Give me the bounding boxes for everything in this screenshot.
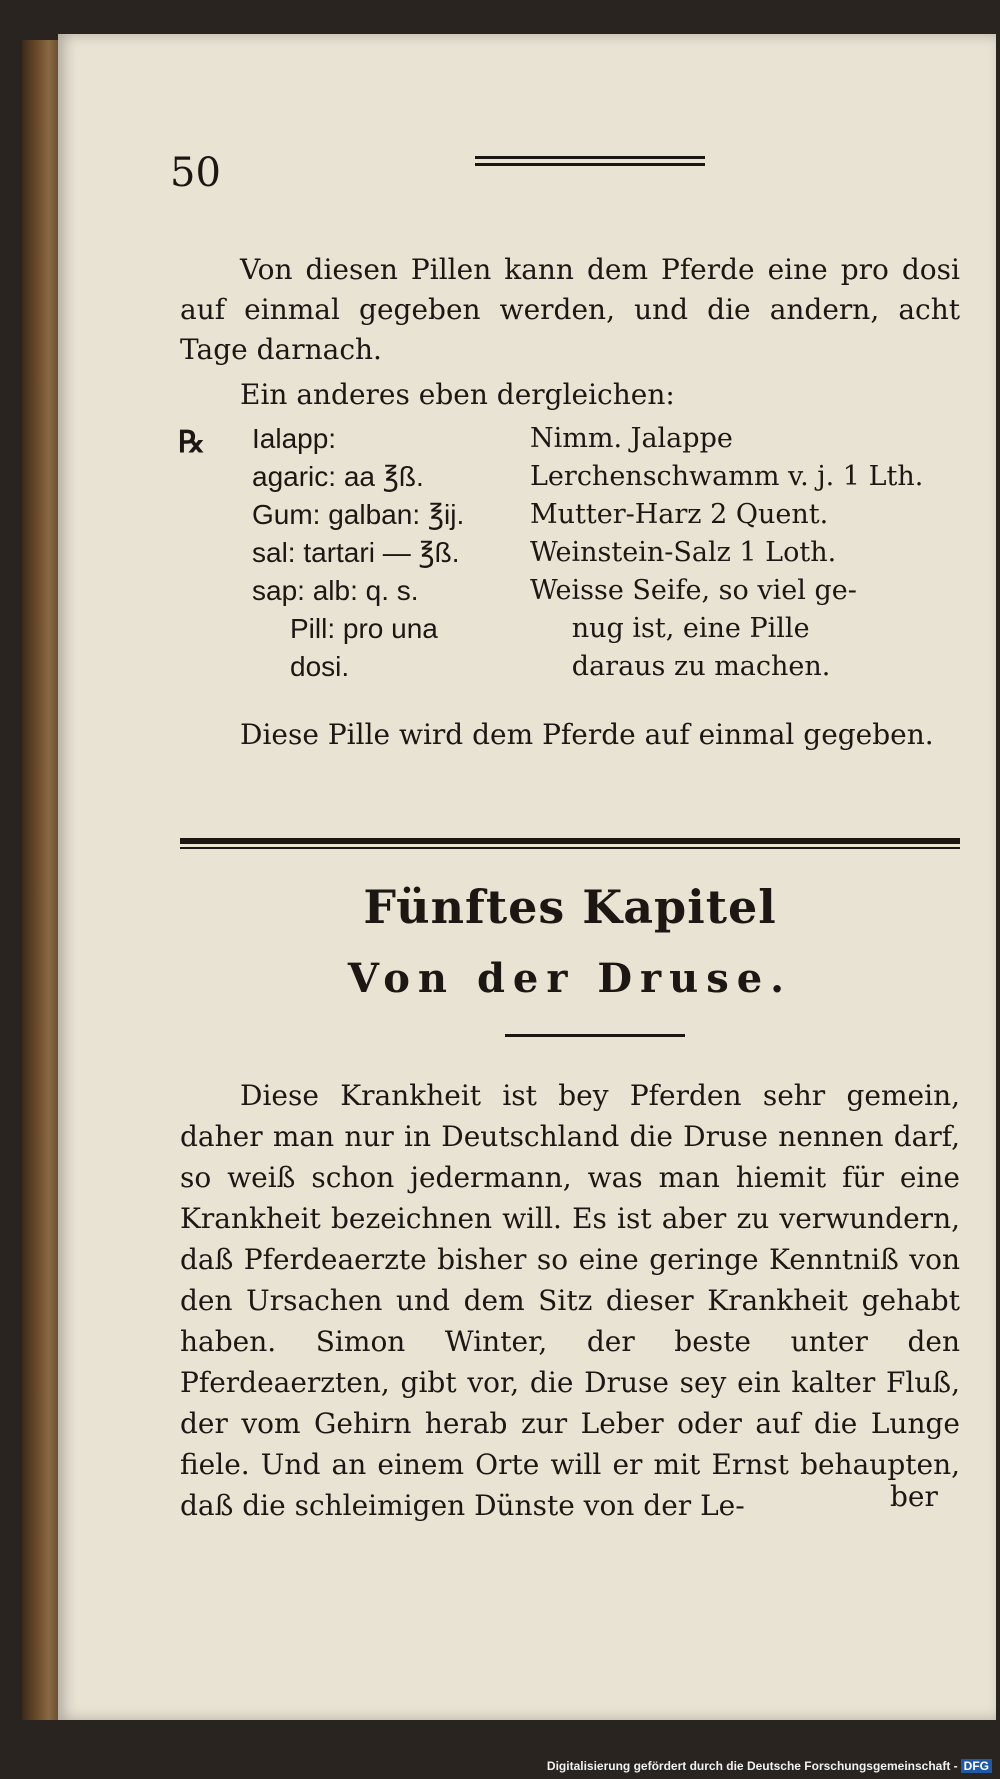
chapter-subtitle: Von der Druse.	[347, 955, 793, 1002]
footer-credit	[547, 1759, 992, 1773]
recipe-latin: Ialapp:	[252, 423, 337, 454]
recipe-german: Mutter-Harz 2 Quent.	[530, 499, 829, 530]
recipe-row	[252, 458, 972, 496]
chapter-title: Fünftes Kapitel	[363, 880, 777, 934]
header-ornament	[475, 156, 705, 170]
recipe-latin: agaric: aa ℥ß.	[252, 461, 424, 492]
recipe-german: Weinstein-Salz 1 Loth.	[530, 537, 837, 568]
paragraph-4: Diese Krankheit ist bey Pferden sehr gemein, daher man nur in Deutschland die Druse nennen darf, so weiß schon jedermann, was man hiemit für eine Krankheit bezeichnen will. Es ist aber zu verwundern, daß Pferdeaerzte bisher so eine geringe Kenntniß von den Ursachen und dem Sitz dieser Krankheit gehabt haben. Simon Winter, der beste unter den Pferdeaerzten, gibt vor, die Druse sey ein kalter Fluß, der vom Gehirn herab zur Leber oder auf die Lunge fiele. Und an einem Orte will er mit Ernst behaupten, daß die schleimigen Dünste von der Le-	[180, 1079, 960, 1522]
footer-credit-text: Digitalisierung gefördert durch die Deutsche Forschungsgemeinschaft -	[546, 1759, 958, 1773]
recipe-german: Nimm. Jalappe	[530, 423, 733, 454]
chapter-divider	[180, 838, 960, 849]
recipe-row	[252, 496, 972, 534]
dfg-logo: DFG	[961, 1759, 992, 1773]
recipe-latin: Pill: pro una	[290, 613, 438, 644]
recipe-row	[252, 420, 972, 458]
paragraph-3: Diese Pille wird dem Pferde auf einmal gegeben.	[240, 718, 934, 751]
recipe-latin: sal: tartari — ℥ß.	[252, 537, 460, 568]
catchword: ber	[890, 1480, 938, 1513]
recipe-german: nug ist, eine Pille	[571, 613, 810, 644]
recipe-latin: sap: alb: q. s.	[252, 575, 419, 606]
recipe-row	[252, 534, 972, 572]
recipe-latin: Gum: galban: ℥ij.	[252, 499, 465, 530]
recipe-german: daraus zu machen.	[571, 651, 831, 682]
page-number: 50	[170, 150, 221, 196]
title-rule	[505, 1034, 685, 1037]
recipe-row	[252, 648, 972, 686]
recipe-german: Weisse Seife, so viel ge-	[530, 575, 857, 606]
recipe-german: Lerchenschwamm v. j. 1 Lth.	[530, 461, 924, 492]
recipe-symbol: ℞	[178, 425, 205, 460]
paragraph-1: Von diesen Pillen kann dem Pferde eine pro dosi auf einmal gegeben werden, und die andern, acht Tage darnach.	[180, 253, 960, 366]
recipe-latin: dosi.	[290, 651, 350, 682]
recipe-row	[252, 610, 972, 648]
recipe-row	[252, 572, 972, 610]
recipe-table	[252, 420, 972, 686]
paragraph-2: Ein anderes eben dergleichen:	[240, 378, 675, 411]
